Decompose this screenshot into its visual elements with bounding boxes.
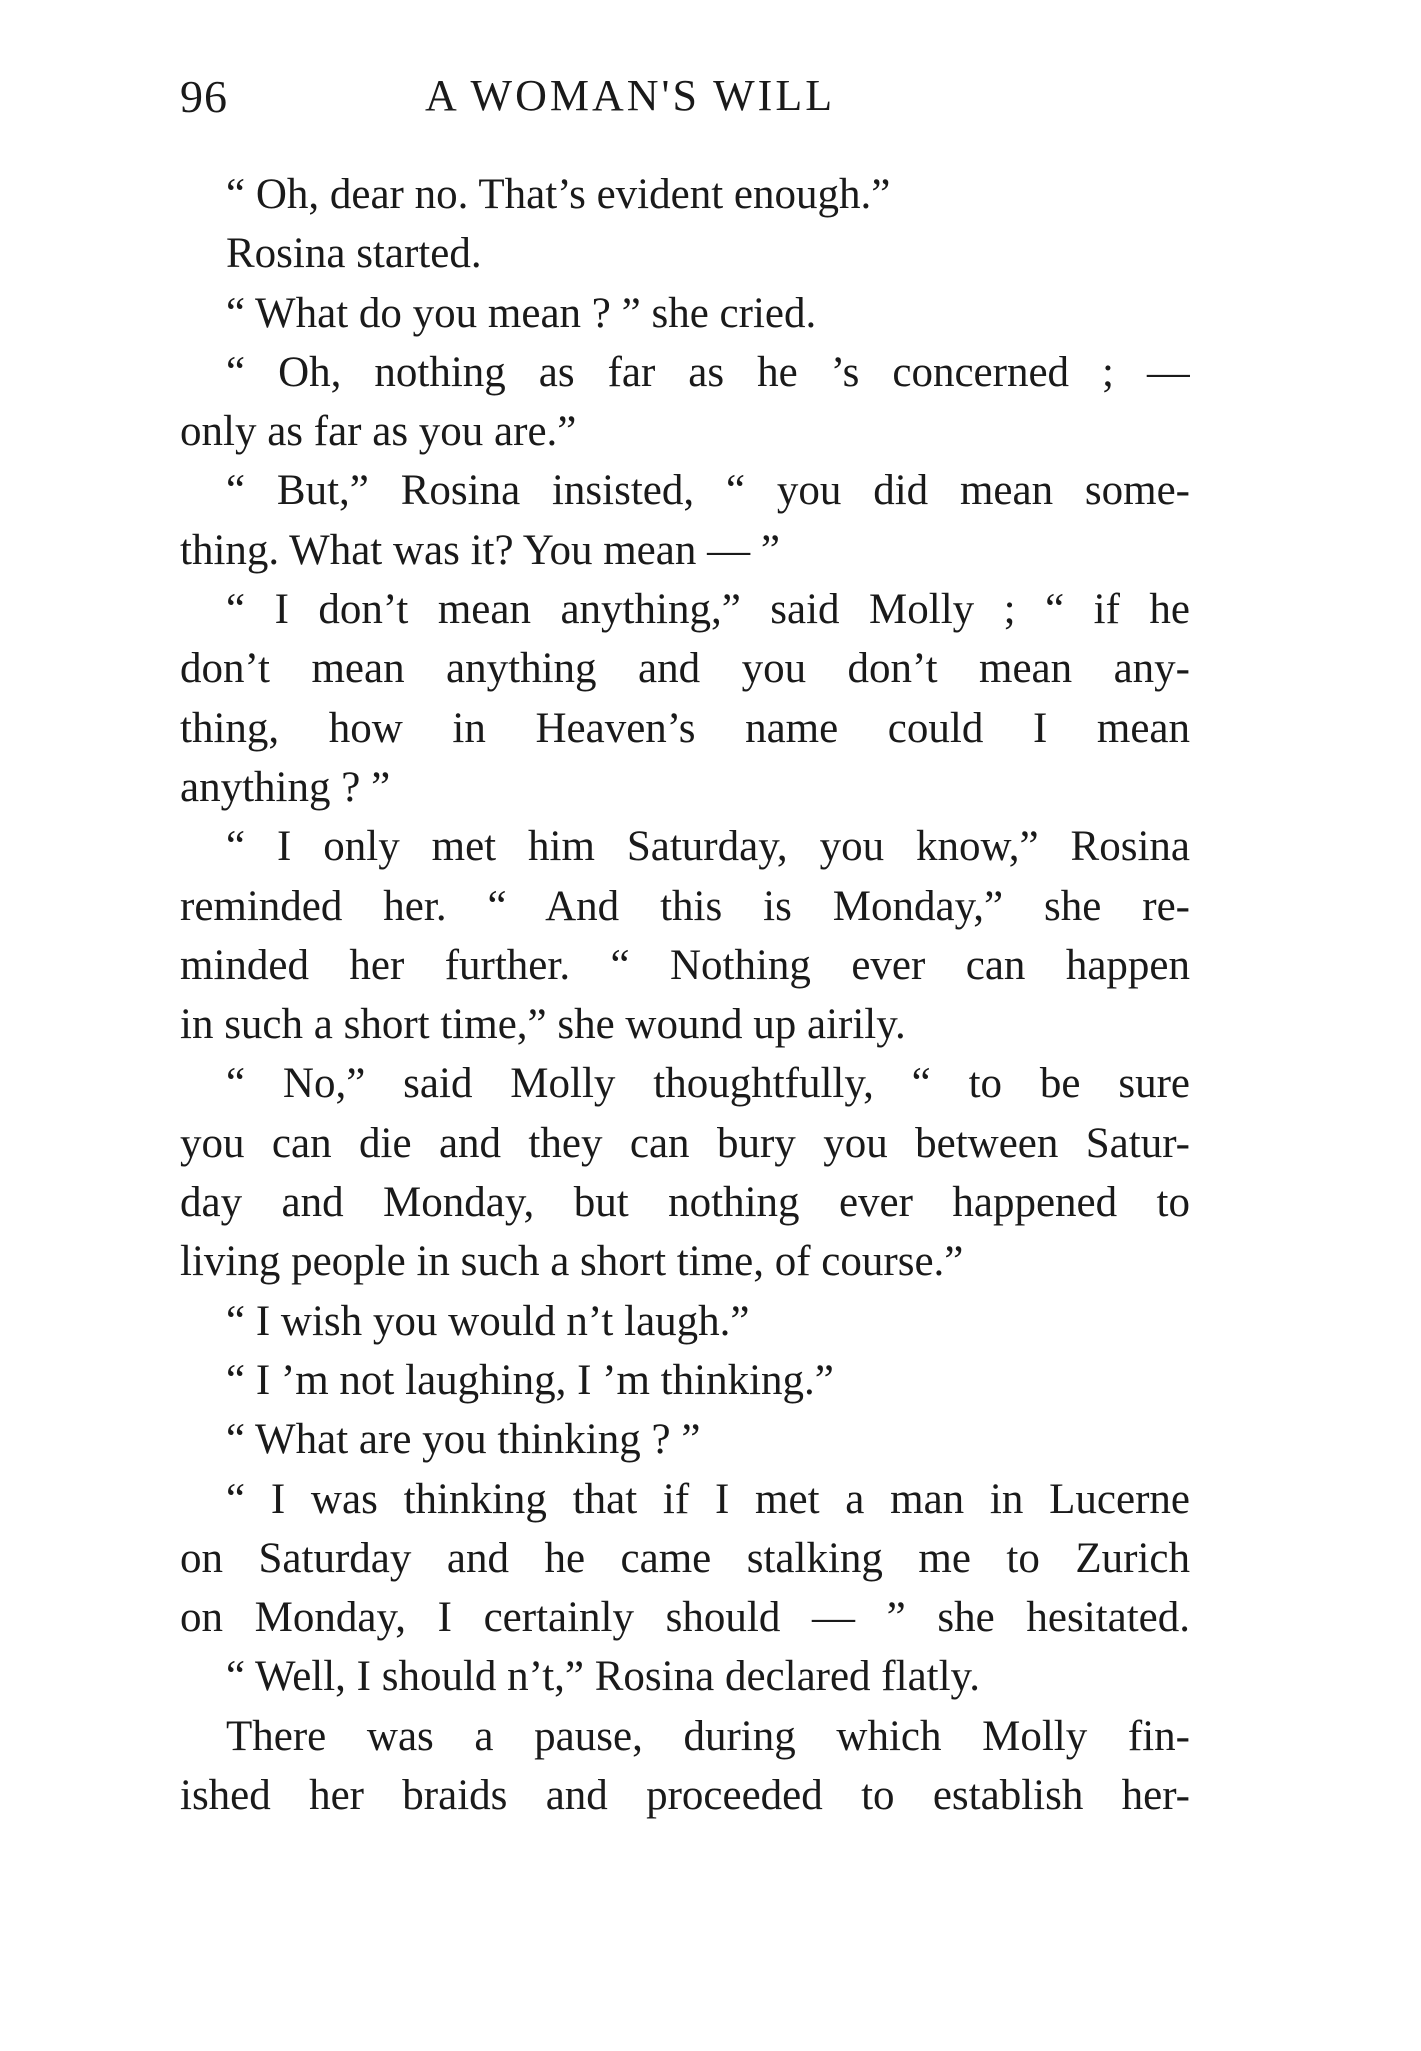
text-line: “ What do you mean ? ” she cried. xyxy=(226,289,817,337)
text-line: day and Monday, but nothing ever happened to xyxy=(180,1179,1190,1227)
text-line: “ I ’m not laughing, I ’m thinking.” xyxy=(226,1356,834,1404)
text-line: “ Well, I should n’t,” Rosina declared flatly. xyxy=(226,1653,981,1701)
text-line: living people in such a short time, of course.” xyxy=(180,1238,964,1286)
text-line: ished her braids and proceeded to establish her- xyxy=(180,1772,1190,1820)
text-line: “ I only met him Saturday, you know,” Rosina xyxy=(226,823,1190,871)
text-line: thing, how in Heaven’s name could I mean xyxy=(180,704,1190,752)
text-line: in such a short time,” she wound up airily. xyxy=(180,1001,906,1049)
page-number: 96 xyxy=(180,71,228,122)
text-line: on Monday, I certainly should — ” she hesitated. xyxy=(180,1594,1190,1642)
text-line: “ No,” said Molly thoughtfully, “ to be sure xyxy=(226,1060,1190,1108)
text-line: “ I was thinking that if I met a man in Lucerne xyxy=(226,1475,1190,1523)
text-line: on Saturday and he came stalking me to Zurich xyxy=(180,1534,1190,1582)
text-line: Rosina started. xyxy=(226,230,482,278)
running-head: A WOMAN'S WILL xyxy=(425,71,836,120)
text-line: “ But,” Rosina insisted, “ you did mean some- xyxy=(226,467,1190,515)
text-line: reminded her. “ And this is Monday,” she re- xyxy=(180,882,1190,930)
text-line: “ Oh, dear no. That’s evident enough.” xyxy=(226,171,891,218)
text-line: “ I don’t mean anything,” said Molly ; “ if he xyxy=(226,586,1190,634)
text-line: minded her further. “ Nothing ever can happen xyxy=(180,941,1190,989)
text-line: “ What are you thinking ? ” xyxy=(226,1416,701,1464)
text-line: “ I wish you would n’t laugh.” xyxy=(226,1297,750,1345)
page-header xyxy=(180,70,1190,140)
text-line: thing. What was it? You mean — ” xyxy=(180,526,780,574)
text-line: don’t mean anything and you don’t mean any- xyxy=(180,645,1190,693)
text-line: anything ? ” xyxy=(180,763,391,811)
text-line: There was a pause, during which Molly fin- xyxy=(226,1712,1190,1760)
text-line: “ Oh, nothing as far as he ’s concerned ; — xyxy=(226,348,1190,396)
text-line: only as far as you are.” xyxy=(180,408,577,456)
text-line: you can die and they can bury you between Satur- xyxy=(180,1119,1190,1167)
body-text xyxy=(180,165,1190,1825)
